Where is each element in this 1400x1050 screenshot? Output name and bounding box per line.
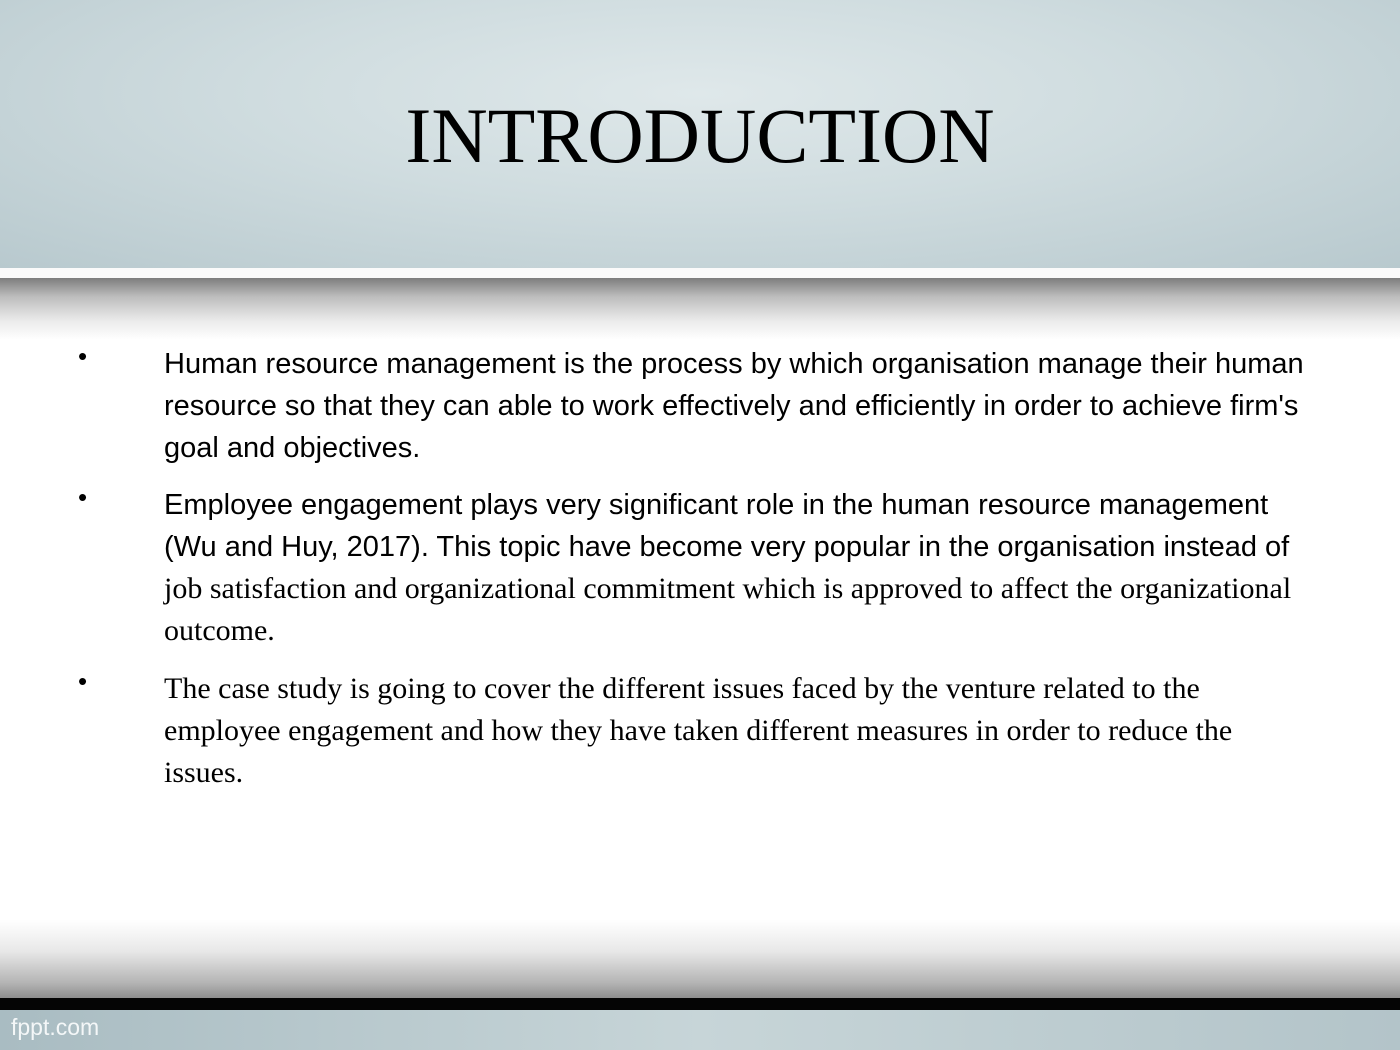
bullet-icon: • bbox=[78, 482, 88, 512]
bullet-text-serif: job satisfaction and organizational commitment which is approved to affect the organizational outcome. bbox=[164, 572, 1292, 647]
bullet-icon: • bbox=[78, 341, 88, 371]
header-divider bbox=[0, 268, 1400, 278]
bullet-text bbox=[164, 668, 1304, 794]
bullet-icon: • bbox=[78, 666, 88, 696]
bullet-text-sans: Human resource management is the process by which organisation manage their human resource so that they can able to work effectively and efficiently in order to achieve firm's goal and objectives. bbox=[164, 348, 1304, 464]
bottom-shadow bbox=[0, 920, 1400, 998]
footer-divider bbox=[0, 998, 1400, 1010]
footer-brand-logo: fppt.com bbox=[11, 1014, 100, 1040]
top-shadow bbox=[0, 278, 1400, 340]
bullet-text-serif: The case study is going to cover the different issues faced by the venture related to the employee engagement and how they have taken different measures in order to reduce the issues. bbox=[164, 672, 1233, 789]
footer-band bbox=[0, 1010, 1400, 1050]
bullet-text bbox=[164, 484, 1304, 652]
bullet-text bbox=[164, 343, 1304, 469]
bullet-text-sans: Employee engagement plays very significant role in the human resource management (Wu and Huy, 2017). This topic have become very popular in the organisation instead of bbox=[164, 489, 1290, 563]
slide-title: INTRODUCTION bbox=[405, 92, 995, 179]
